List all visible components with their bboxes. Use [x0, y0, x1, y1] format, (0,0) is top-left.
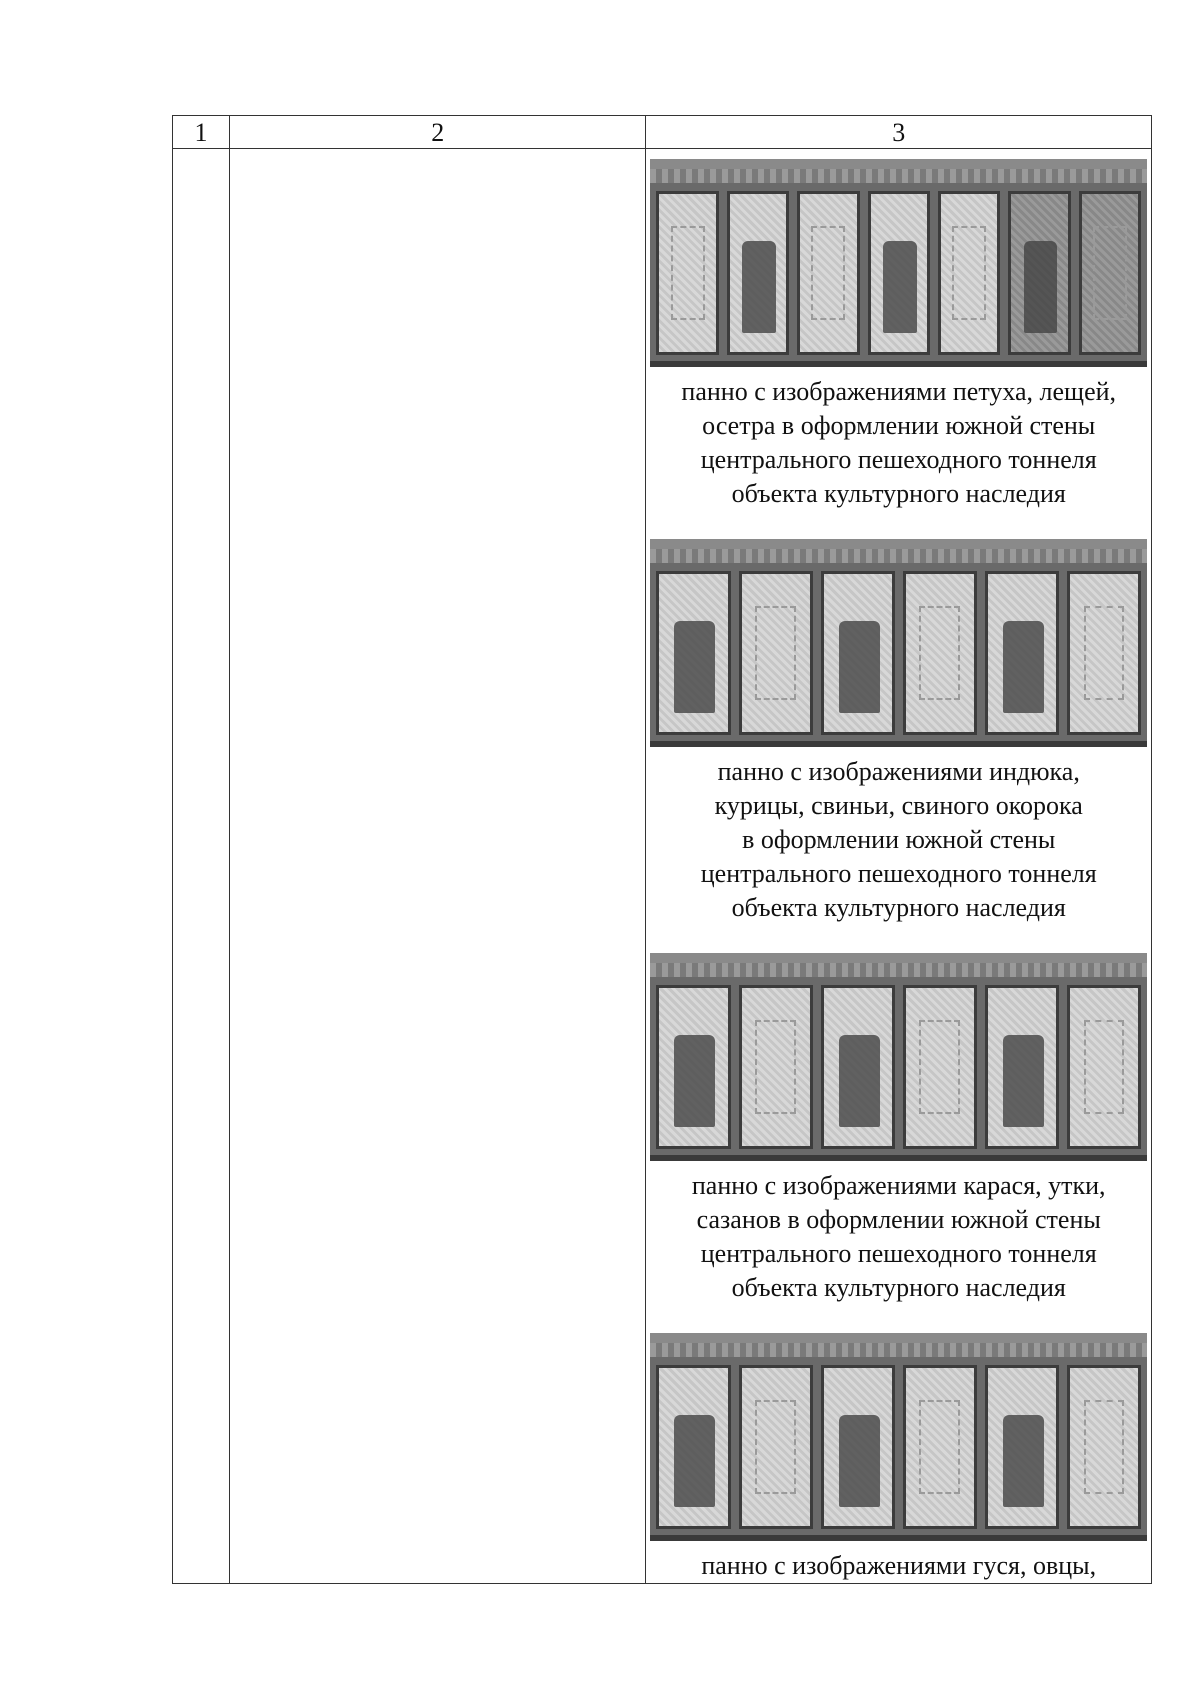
ornament-motif: [671, 226, 705, 321]
ornament-motif: [755, 606, 796, 701]
animal-image: [1003, 1035, 1044, 1127]
caption-line: центрального пешеходного тоннеля: [700, 445, 1097, 474]
panel-photo: [650, 539, 1147, 747]
header-col2-label: 2: [431, 118, 445, 147]
ornament-motif: [1084, 1400, 1125, 1495]
animal-image: [883, 241, 917, 333]
ornament-motif: [1093, 226, 1127, 321]
mosaic-panel: [903, 571, 977, 735]
photo-frieze: [650, 169, 1147, 183]
mosaic-panel: [985, 985, 1059, 1149]
mosaic-panel: [821, 985, 895, 1149]
ornament-motif: [1084, 606, 1125, 701]
figure-list: [650, 159, 1147, 1583]
animal-image: [1003, 621, 1044, 713]
caption-line: объекта культурного наследия: [731, 479, 1066, 508]
caption-line: объекта культурного наследия: [731, 1273, 1066, 1302]
figure: [650, 539, 1147, 925]
figure: [650, 1333, 1147, 1583]
caption-line: панно с изображениями гуся, овцы,: [701, 1551, 1097, 1580]
animal-image: [1003, 1415, 1044, 1507]
mosaic-panel: [1067, 1365, 1141, 1529]
mosaic-panel: [739, 985, 813, 1149]
ornament-motif: [755, 1400, 796, 1495]
ornament-motif: [919, 606, 960, 701]
ornament-motif: [755, 1020, 796, 1115]
content-table: [172, 115, 1152, 1584]
mosaic-panel: [656, 571, 730, 735]
mosaic-panel: [938, 191, 1000, 355]
ornament-motif: [1084, 1020, 1125, 1115]
header-col1-label: 1: [194, 118, 208, 147]
caption-line: панно с изображениями индюка,: [717, 757, 1080, 786]
header-cell-3: [646, 116, 1152, 149]
animal-image: [839, 621, 880, 713]
mosaic-panel: [821, 571, 895, 735]
ornament-motif: [811, 226, 845, 321]
mosaic-panel: [656, 1365, 730, 1529]
photo-frieze: [650, 963, 1147, 977]
caption-line: в оформлении южной стены: [742, 825, 1056, 854]
header-cell-1: [173, 116, 230, 149]
mosaic-panel: [1067, 571, 1141, 735]
caption-line: центрального пешеходного тоннеля: [700, 859, 1097, 888]
ornament-motif: [919, 1400, 960, 1495]
animal-image: [839, 1035, 880, 1127]
figure-caption: [650, 747, 1147, 925]
caption-line: курицы, свиньи, свиного окорока: [714, 791, 1083, 820]
body-cell-2: [230, 149, 646, 1584]
caption-line: центрального пешеходного тоннеля: [700, 1239, 1097, 1268]
mosaic-panel: [985, 571, 1059, 735]
mosaic-panel: [727, 191, 789, 355]
figure: [650, 953, 1147, 1305]
photo-frieze: [650, 549, 1147, 563]
animal-image: [674, 1415, 715, 1507]
panel-photo: [650, 159, 1147, 367]
caption-line: панно с изображениями карася, утки,: [691, 1171, 1106, 1200]
mosaic-panel: [797, 191, 859, 355]
mosaic-panel: [903, 985, 977, 1149]
caption-line: объекта культурного наследия: [731, 893, 1066, 922]
ornament-motif: [919, 1020, 960, 1115]
table-header-row: [173, 116, 1152, 149]
animal-image: [839, 1415, 880, 1507]
mosaic-panel: [821, 1365, 895, 1529]
caption-line: сазанов в оформлении южной стены: [696, 1205, 1101, 1234]
animal-image: [1024, 241, 1058, 333]
figure-caption: [650, 1161, 1147, 1305]
figure: [650, 159, 1147, 511]
mosaic-panel: [739, 1365, 813, 1529]
ornament-motif: [952, 226, 986, 321]
caption-line: осетра в оформлении южной стены: [702, 411, 1096, 440]
mosaic-panel: [903, 1365, 977, 1529]
figure-caption: [650, 1541, 1147, 1583]
mosaic-panel: [1008, 191, 1070, 355]
photo-panels: [656, 571, 1141, 735]
panel-photo: [650, 953, 1147, 1161]
body-cell-1: [173, 149, 230, 1584]
mosaic-panel: [985, 1365, 1059, 1529]
figure-caption: [650, 367, 1147, 511]
caption-line: панно с изображениями петуха, лещей,: [681, 377, 1117, 406]
photo-panels: [656, 191, 1141, 355]
animal-image: [674, 621, 715, 713]
mosaic-panel: [1079, 191, 1141, 355]
mosaic-panel: [739, 571, 813, 735]
animal-image: [742, 241, 776, 333]
mosaic-panel: [868, 191, 930, 355]
panel-photo: [650, 1333, 1147, 1541]
mosaic-panel: [1067, 985, 1141, 1149]
photo-panels: [656, 1365, 1141, 1529]
header-col3-label: 3: [892, 118, 906, 147]
body-cell-3: [646, 149, 1152, 1584]
photo-panels: [656, 985, 1141, 1149]
mosaic-panel: [656, 985, 730, 1149]
mosaic-panel: [656, 191, 718, 355]
header-cell-2: [230, 116, 646, 149]
animal-image: [674, 1035, 715, 1127]
photo-frieze: [650, 1343, 1147, 1357]
table-body-row: [173, 149, 1152, 1584]
